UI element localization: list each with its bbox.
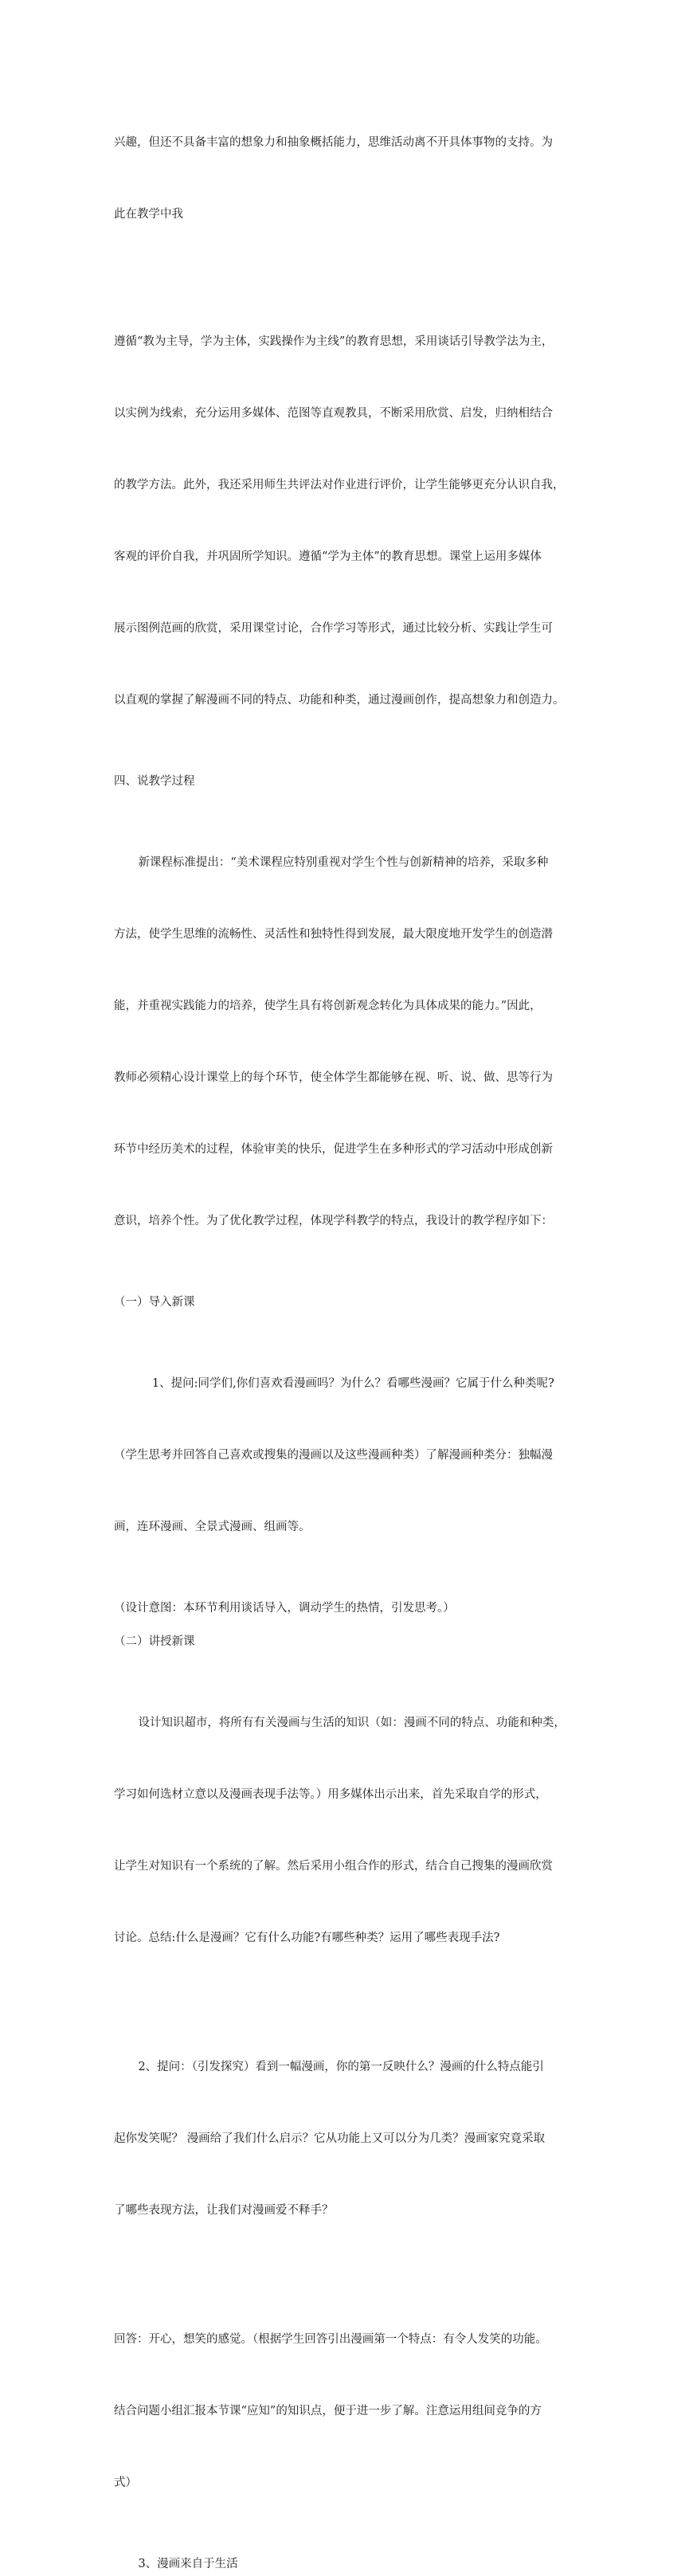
paragraph-teaching-method: [114, 282, 574, 760]
text-line: 结合问题小组汇报本节课“应知”的知识点，便于进一步了解。注意运用组间竞争的方: [114, 2405, 542, 2417]
paragraph-question-2: [114, 2007, 574, 2270]
text-line: 讨论。总结:什么是漫画？它有什么功能?有哪些种类？运用了哪些表现手法?: [114, 1932, 500, 1944]
text-line: 此在教学中我: [114, 208, 183, 221]
text-line: 的教学方法。此外，我还采用师生共评法对作业进行评价，让学生能够更充分认识自我，: [114, 479, 565, 491]
text-line: 式）: [114, 2476, 137, 2489]
document-page: [114, 83, 574, 2576]
text-line: 新课程标准提出：“美术课程应特别重视对学生个性与创新精神的培养，采取多种: [138, 856, 549, 869]
text-line: 2、提问：（引发探究）看到一幅漫画，你的第一反映什么？漫画的什么特点能引: [138, 2061, 544, 2073]
text-line: 兴趣，但还不具备丰富的想象力和抽象概括能力，思维活动离不开具体事物的支持。为: [114, 136, 553, 149]
text-line: 能，并重视实践能力的培养，使学生具有将创新观念转化为具体成果的能力。”因此，: [114, 1000, 542, 1012]
text-line: 画，连环漫画、全景式漫画、组画等。: [114, 1521, 311, 1533]
text-line: 展示图例范画的欣赏，采用课堂讨论，合作学习等形式，通过比较分析、实践让学生可: [114, 622, 553, 635]
paragraph-answer: [114, 2280, 574, 2543]
paragraph-design-intent: （设计意图：本环节利用谈话导入，调动学生的热情，引发思考。）: [114, 1602, 455, 1615]
text-line: 环节中经历美术的过程，体验审美的快乐，促进学生在多种形式的学习活动中形成创新: [114, 1143, 553, 1156]
text-line: 以直观的掌握了解漫画不同的特点、功能和种类，通过漫画创作，提高想象力和创造力。: [114, 694, 565, 707]
paragraph-question-1: [114, 1324, 574, 1587]
text-line: 以实例为线索，充分运用多媒体、范图等直观教具，不断采用欣赏、启发，归纳相结合: [114, 407, 553, 420]
text-line: 教师必须精心设计课堂上的每个环节，使全体学生都能够在视、听、说、做、思等行为: [114, 1071, 553, 1084]
text-line: 了哪些表现方法，让我们对漫画爱不释手？: [114, 2204, 334, 2217]
text-line: 1、提问:同学们,你们喜欢看漫画吗？为什么？看哪些漫画？它属于什么种类呢?: [151, 1377, 554, 1390]
text-line: 设计知识超市，将所有有关漫画与生活的知识（如：漫画不同的特点、功能和种类，: [138, 1717, 566, 1729]
paragraph-knowledge-market: [114, 1663, 574, 1998]
text-line: 客观的评价自我，并巩固所学知识。遵循“学为主体”的教育思想。课堂上运用多媒体: [114, 550, 542, 563]
text-line: 方法，使学生思维的流畅性、灵活性和独特性得到发展，最大限度地开发学生的创造潜: [114, 928, 553, 941]
text-line: 遵循“教为主导，学为主体，实践操作为主线”的教育思想，采用谈话引导教学法为主，: [114, 335, 554, 348]
text-line: 学习如何选材立意以及漫画表现手法等。）用多媒体出示出来，首先采取自学的形式，: [114, 1788, 547, 1801]
subsection-heading-new-lesson: （二）讲授新课: [114, 1635, 195, 1648]
section-heading-teaching-process: 四、说教学过程: [114, 775, 195, 788]
text-line: 回答：开心，想笑的感觉。（根据学生回答引出漫画第一个特点：有令人发笑的功能。: [114, 2333, 547, 2346]
paragraph-curriculum-standard: [114, 803, 574, 1281]
text-line: 让学生对知识有一个系统的了解。然后采用小组合作的形式，结合自己搜集的漫画欣赏: [114, 1860, 553, 1873]
text-line: （学生思考并回答自己喜欢或搜集的漫画以及这些漫画种类）了解漫画种类分：独幅漫: [114, 1449, 553, 1462]
text-line: 起你发笑呢？ 漫画给了我们什么启示？它从功能上又可以分为几类？漫画家究竟采取: [114, 2132, 546, 2145]
subsection-heading-intro: （一）导入新课: [114, 1296, 195, 1309]
paragraph-comics-from-life: 3、漫画来自于生活: [138, 2558, 238, 2570]
text-line: 意识，培养个性。为了优化教学过程，体现学科教学的特点，我设计的教学程序如下：: [114, 1215, 553, 1227]
paragraph-interest: [114, 83, 574, 274]
